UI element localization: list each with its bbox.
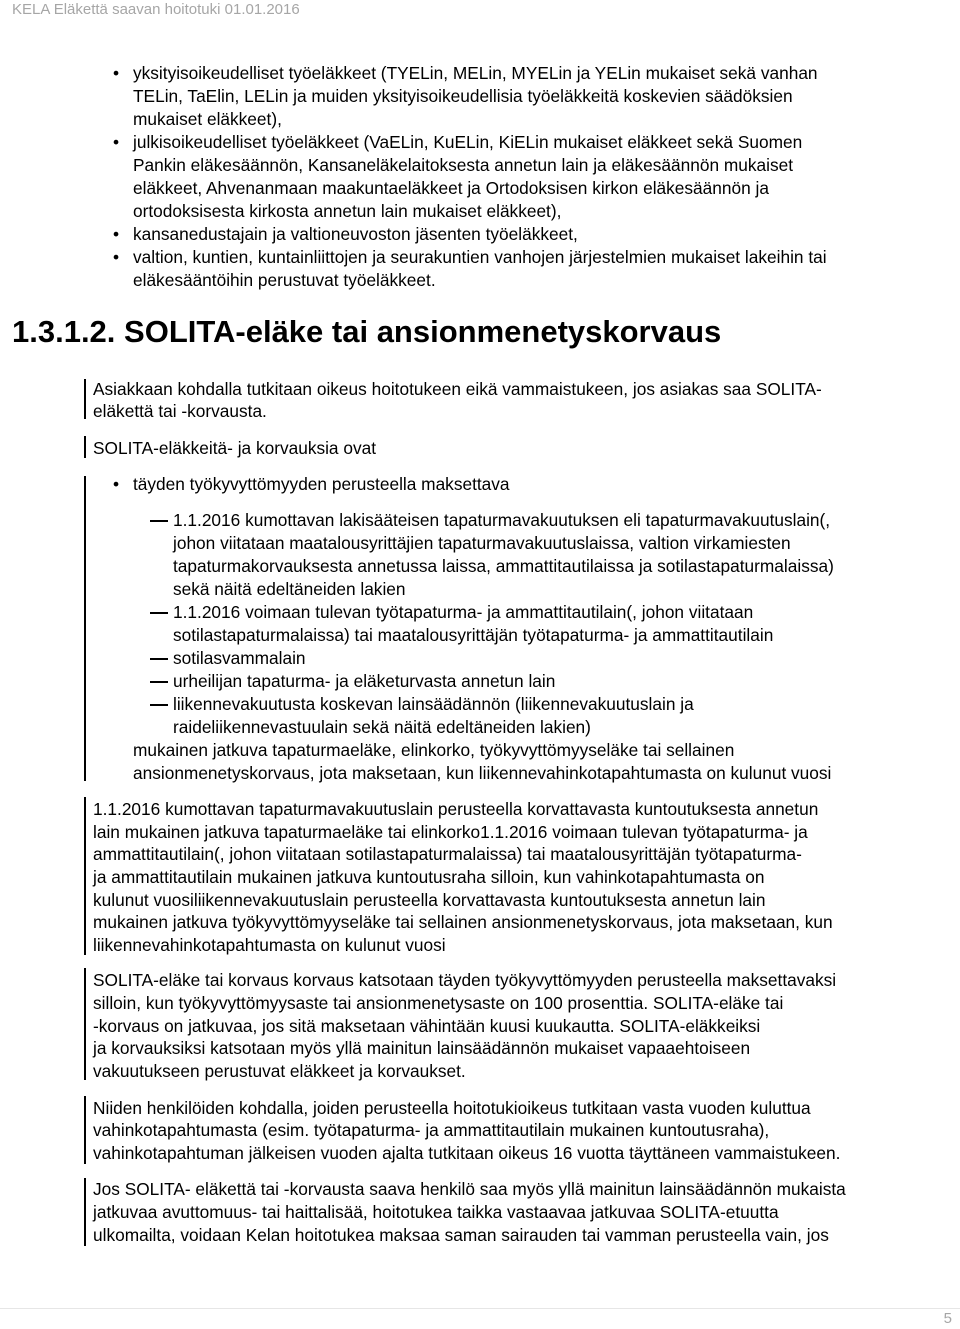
paragraph-line: jatkuvaa avuttomuus- tai haittalisää, hoitotukea taikka vastaavaa jatkuvaa SOLITA-etuutta	[93, 1202, 779, 1222]
list-item-line: eläkesääntöihin perustuvat työeläkkeet.	[133, 270, 436, 290]
paragraph-line: liikennevahinkotapahtumasta on kulunut vuosi	[93, 935, 446, 955]
paragraph-line: Jos SOLITA- eläkettä tai -korvausta saava henkilö saa myös yllä mainitun lainsäädännön mukaista	[93, 1179, 846, 1199]
page-header: KELA Eläkettä saavan hoitotuki 01.01.2016	[12, 1, 300, 18]
paragraph-line: silloin, kun työkyvyttömyysaste tai ansionmenetysaste on 100 prosenttia. SOLITA-eläke tai	[93, 993, 784, 1013]
paragraph-line: 1.1.2016 kumottavan tapaturmavakuutuslain perusteella korvattavasta kuntoutuksesta annetun	[93, 799, 819, 819]
list-item-line: täyden työkyvyttömyyden perusteella maksettava	[133, 474, 510, 494]
list-item-line: Pankin eläkesäännön, Kansaneläkelaitoksesta annetun lain ja eläkesäännön mukaiset	[133, 155, 794, 175]
paragraph-line: ja ammattitautilain mukainen jatkuva kuntoutusraha silloin, kun vahinkotapahtumasta on	[93, 867, 765, 887]
paragraph-line: kulunut vuosiliikennevakuutuslain perusteella korvattavasta kuntoutuksesta annetun lain	[93, 890, 766, 910]
paragraph-line: mukainen jatkuva työkyvyttömyyseläke tai sellainen ansionmenetyskorvaus, jota maksetaan, kun	[93, 912, 833, 932]
dash-marker	[150, 612, 168, 614]
paragraph-line: Niiden henkilöiden kohdalla, joiden perusteella hoitotukioikeus tutkitaan vasta vuoden kuluttua	[93, 1098, 811, 1118]
sub-item-line: tapaturmakorvauksesta annetussa laissa, ammattitautilaissa ja sotilastapaturmalaissa)	[173, 556, 834, 576]
change-bar	[84, 436, 86, 458]
paragraph-line: eläkettä tai -korvausta.	[93, 401, 267, 421]
dash-marker	[150, 704, 168, 706]
sub-item-line: urheilijan tapaturma- ja eläketurvasta annetun lain	[173, 671, 556, 691]
dash-marker	[150, 520, 168, 522]
paragraph-line: ammattitautilain(, johon viitataan sotilastapaturmalaissa) tai maatalousyrittäjän työtapaturma-	[93, 844, 802, 864]
paragraph-line: vahinkotapahtumasta (esim. työtapaturma- ja ammattitautilain mukainen kuntoutusraha),	[93, 1120, 770, 1140]
paragraph-line: ulkomailta, voidaan Kelan hoitotukea maksaa saman sairauden tai vamman perusteella vain, jos	[93, 1225, 829, 1245]
bullet-marker: •	[113, 63, 120, 83]
continuation-line: mukainen jatkuva tapaturmaeläke, elinkorko, työkyvyttömyyseläke tai sellainen	[133, 740, 735, 760]
change-bar	[84, 476, 86, 781]
list-item-line: TELin, TaElin, LELin ja muiden yksityisoikeudellisia työeläkkeitä koskevien säädöksien	[133, 86, 793, 106]
bullet-marker: •	[113, 474, 120, 494]
sub-item-line: sekä näitä edeltäneiden lakien	[173, 579, 406, 599]
sub-item-line: liikennevakuutusta koskevan lainsäädännön (liikennevakuutuslain ja	[173, 694, 694, 714]
change-bar	[84, 797, 86, 955]
paragraph-line: vahinkotapahtuman jälkeisen vuoden ajalta tutkitaan oikeus 16 vuotta täyttäneen vammaistukeen.	[93, 1143, 841, 1163]
bullet-marker: •	[113, 132, 120, 152]
continuation-line: ansionmenetyskorvaus, jota maksetaan, kun liikennevahinkotapahtumasta on kulunut vuosi	[133, 763, 832, 783]
sub-item-line: raideliikennevastuulain sekä näitä edeltäneiden lakien)	[173, 717, 591, 737]
list-item-line: ortodoksisesta kirkosta annetun lain mukaiset eläkkeet),	[133, 201, 562, 221]
change-bar	[84, 1096, 86, 1164]
bullet-marker: •	[113, 224, 120, 244]
dash-marker	[150, 681, 168, 683]
paragraph-line: ja korvauksiksi katsotaan myös yllä mainitun lainsäädännön mukaiset vapaaehtoiseen	[93, 1038, 751, 1058]
change-bar	[84, 968, 86, 1080]
paragraph-line: Asiakkaan kohdalla tutkitaan oikeus hoitotukeen eikä vammaistukeen, jos asiakas saa SOLITA-	[93, 379, 822, 399]
sub-item-line: 1.1.2016 kumottavan lakisääteisen tapaturmavakuutuksen eli tapaturmavakuutuslain(,	[173, 510, 831, 530]
sub-item-line: sotilastapaturmalaissa) tai maatalousyrittäjän työtapaturma- ja ammattitautilain	[173, 625, 774, 645]
sub-item-line: 1.1.2016 voimaan tulevan työtapaturma- ja ammattitautilain(, johon viitataan	[173, 602, 754, 622]
paragraph-line: lain mukainen jatkuva tapaturmaeläke tai elinkorko1.1.2016 voimaan tulevan työtapaturma- ja	[93, 822, 808, 842]
list-item-line: yksityisoikeudelliset työeläkkeet (TYELin, MELin, MYELin ja YELin mukaiset sekä vanhan	[133, 63, 818, 83]
list-item-line: valtion, kuntien, kuntainliittojen ja seurakuntien vanhojen järjestelmien mukaiset lakeihin tai	[133, 247, 827, 267]
dash-marker	[150, 658, 168, 660]
paragraph-line: SOLITA-eläke tai korvaus korvaus katsotaan täyden työkyvyttömyyden perusteella maksettavaksi	[93, 970, 837, 990]
sub-item-line: sotilasvammalain	[173, 648, 306, 668]
list-item-line: mukaiset eläkkeet),	[133, 109, 282, 129]
change-bar	[84, 379, 86, 419]
paragraph-line: vakuutukseen perustuvat eläkkeet ja korvaukset.	[93, 1061, 466, 1081]
list-item-line: kansanedustajain ja valtioneuvoston jäsenten työeläkkeet,	[133, 224, 578, 244]
section-heading: 1.3.1.2. SOLITA-eläke tai ansionmenetyskorvaus	[12, 314, 722, 349]
page-number: 5	[943, 1310, 952, 1327]
list-item-line: eläkkeet, Ahvenanmaan maakuntaeläkkeet ja Ortodoksisen kirkon eläkesäännön ja	[133, 178, 769, 198]
list-intro: SOLITA-eläkkeitä- ja korvauksia ovat	[93, 438, 377, 458]
change-bar	[84, 1178, 86, 1246]
sub-item-line: johon viitataan maatalousyrittäjien tapaturmavakuutuslaissa, valtion virkamiesten	[173, 533, 791, 553]
footer-divider	[0, 1308, 960, 1309]
bullet-marker: •	[113, 247, 120, 267]
paragraph-line: -korvaus on jatkuvaa, jos sitä maksetaan vähintään kuusi kuukautta. SOLITA-eläkkeiksi	[93, 1016, 761, 1036]
list-item-line: julkisoikeudelliset työeläkkeet (VaELin, KuELin, KiELin mukaiset eläkkeet sekä Suomen	[133, 132, 803, 152]
